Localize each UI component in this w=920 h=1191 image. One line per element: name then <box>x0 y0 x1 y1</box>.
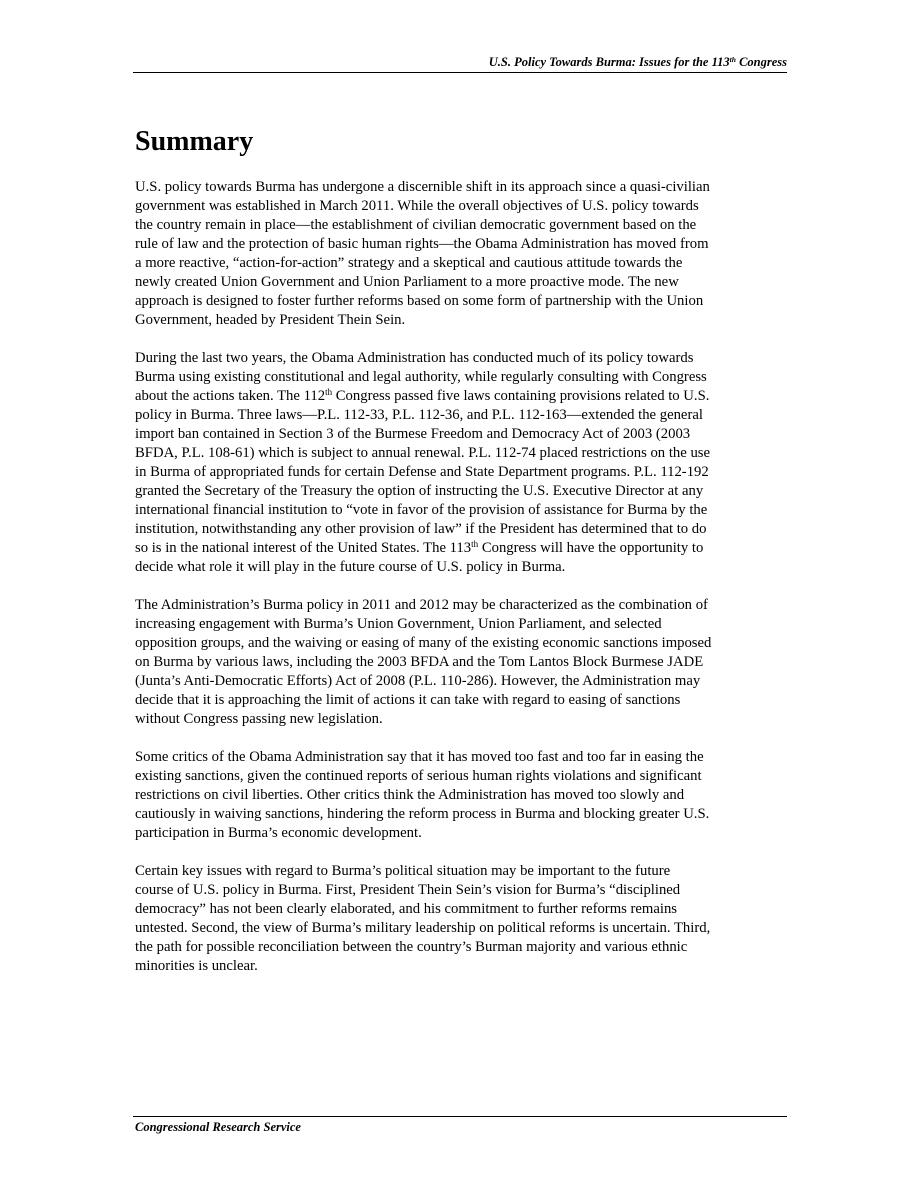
text-line: in Burma of appropriated funds for certain Defense and State Department programs. P.L. 112-192 <box>135 464 709 480</box>
text-line: opposition groups, and the waiving or easing of many of the existing economic sanctions imposed <box>135 635 712 651</box>
text-line: existing sanctions, given the continued reports of serious human rights violations and significant <box>135 768 702 784</box>
text-line: newly created Union Government and Union Parliament to a more proactive mode. The new <box>135 274 679 290</box>
text-line: decide that it is approaching the limit of actions it can take with regard to easing of sanctions <box>135 692 681 708</box>
footer-rule <box>133 1116 787 1117</box>
paragraph-2 <box>135 349 791 577</box>
header-title-sup: th <box>729 55 736 64</box>
running-footer: Congressional Research Service <box>135 1120 301 1134</box>
text-run: Congress will have the opportunity to <box>478 540 704 556</box>
text-line: international financial institution to “vote in favor of the provision of assistance for Burma by the <box>135 502 708 518</box>
text-line: BFDA, P.L. 108-61) which is subject to annual renewal. P.L. 112-74 placed restrictions on the use <box>135 445 711 461</box>
text-line <box>135 387 791 406</box>
ordinal-sup: th <box>325 387 333 397</box>
text-line: Some critics of the Obama Administration say that it has moved too fast and too far in easing the <box>135 749 704 765</box>
summary-body <box>135 178 791 995</box>
text-line: The Administration’s Burma policy in 2011 and 2012 may be characterized as the combination of <box>135 597 708 613</box>
text-run: so is in the national interest of the United States. The 113 <box>135 540 472 556</box>
text-line: Burma using existing constitutional and legal authority, while regularly consulting with Congress <box>135 369 707 385</box>
text-line: approach is designed to foster further reforms based on some form of partnership with the Union <box>135 293 704 309</box>
text-line: participation in Burma’s economic development. <box>135 825 422 841</box>
text-line: U.S. policy towards Burma has undergone a discernible shift in its approach since a quasi-civilian <box>135 179 710 195</box>
running-header <box>133 55 787 73</box>
text-line: untested. Second, the view of Burma’s military leadership on political reforms is uncertain. Third, <box>135 920 711 936</box>
text-line: decide what role it will play in the future course of U.S. policy in Burma. <box>135 559 566 575</box>
text-line: Government, headed by President Thein Sein. <box>135 312 406 328</box>
text-line: restrictions on civil liberties. Other critics think the Administration has moved too slowly and <box>135 787 685 803</box>
text-line: (Junta’s Anti-Democratic Efforts) Act of 2008 (P.L. 110-286). However, the Administration may <box>135 673 701 689</box>
paragraph-5 <box>135 862 791 976</box>
text-line: on Burma by various laws, including the 2003 BFDA and the Tom Lantos Block Burmese JADE <box>135 654 704 670</box>
text-line <box>135 539 791 558</box>
text-run: about the actions taken. The 112 <box>135 388 326 404</box>
text-line: cautiously in waiving sanctions, hindering the reform process in Burma and blocking greater U.S. <box>135 806 710 822</box>
text-line: During the last two years, the Obama Administration has conducted much of its policy towards <box>135 350 694 366</box>
text-line: institution, notwithstanding any other provision of law” if the President has determined that to do <box>135 521 707 537</box>
header-title-suffix: Congress <box>735 55 787 69</box>
text-run: Congress passed five laws containing provisions related to U.S. <box>332 388 710 404</box>
text-line: the country remain in place—the establishment of civilian democratic government based on the <box>135 217 697 233</box>
paragraph-4 <box>135 748 791 843</box>
text-line: the path for possible reconciliation between the country’s Burman majority and various ethnic <box>135 939 688 955</box>
header-title-prefix: U.S. Policy Towards Burma: Issues for the 113 <box>488 55 730 69</box>
text-line: minorities is unclear. <box>135 958 258 974</box>
paragraph-3 <box>135 596 791 729</box>
text-line: a more reactive, “action-for-action” strategy and a skeptical and cautious attitude towards the <box>135 255 683 271</box>
text-line: policy in Burma. Three laws—P.L. 112-33, P.L. 112-36, and P.L. 112-163—extended the general <box>135 407 703 423</box>
ordinal-sup: th <box>471 539 479 549</box>
text-line: without Congress passing new legislation. <box>135 711 383 727</box>
header-rule <box>133 72 787 73</box>
paragraph-1 <box>135 178 791 330</box>
text-line: Certain key issues with regard to Burma’s political situation may be important to the future <box>135 863 671 879</box>
text-line: increasing engagement with Burma’s Union Government, Union Parliament, and selected <box>135 616 662 632</box>
text-line: granted the Secretary of the Treasury the option of instructing the U.S. Executive Director at any <box>135 483 704 499</box>
text-line: course of U.S. policy in Burma. First, President Thein Sein’s vision for Burma’s “disciplined <box>135 882 681 898</box>
page-title: Summary <box>135 126 254 157</box>
text-line: rule of law and the protection of basic human rights—the Obama Administration has moved from <box>135 236 709 252</box>
text-line: import ban contained in Section 3 of the Burmese Freedom and Democracy Act of 2003 (2003 <box>135 426 691 442</box>
text-line: government was established in March 2011. While the overall objectives of U.S. policy towards <box>135 198 699 214</box>
text-line: democracy” has not been clearly elaborated, and his commitment to further reforms remains <box>135 901 678 917</box>
